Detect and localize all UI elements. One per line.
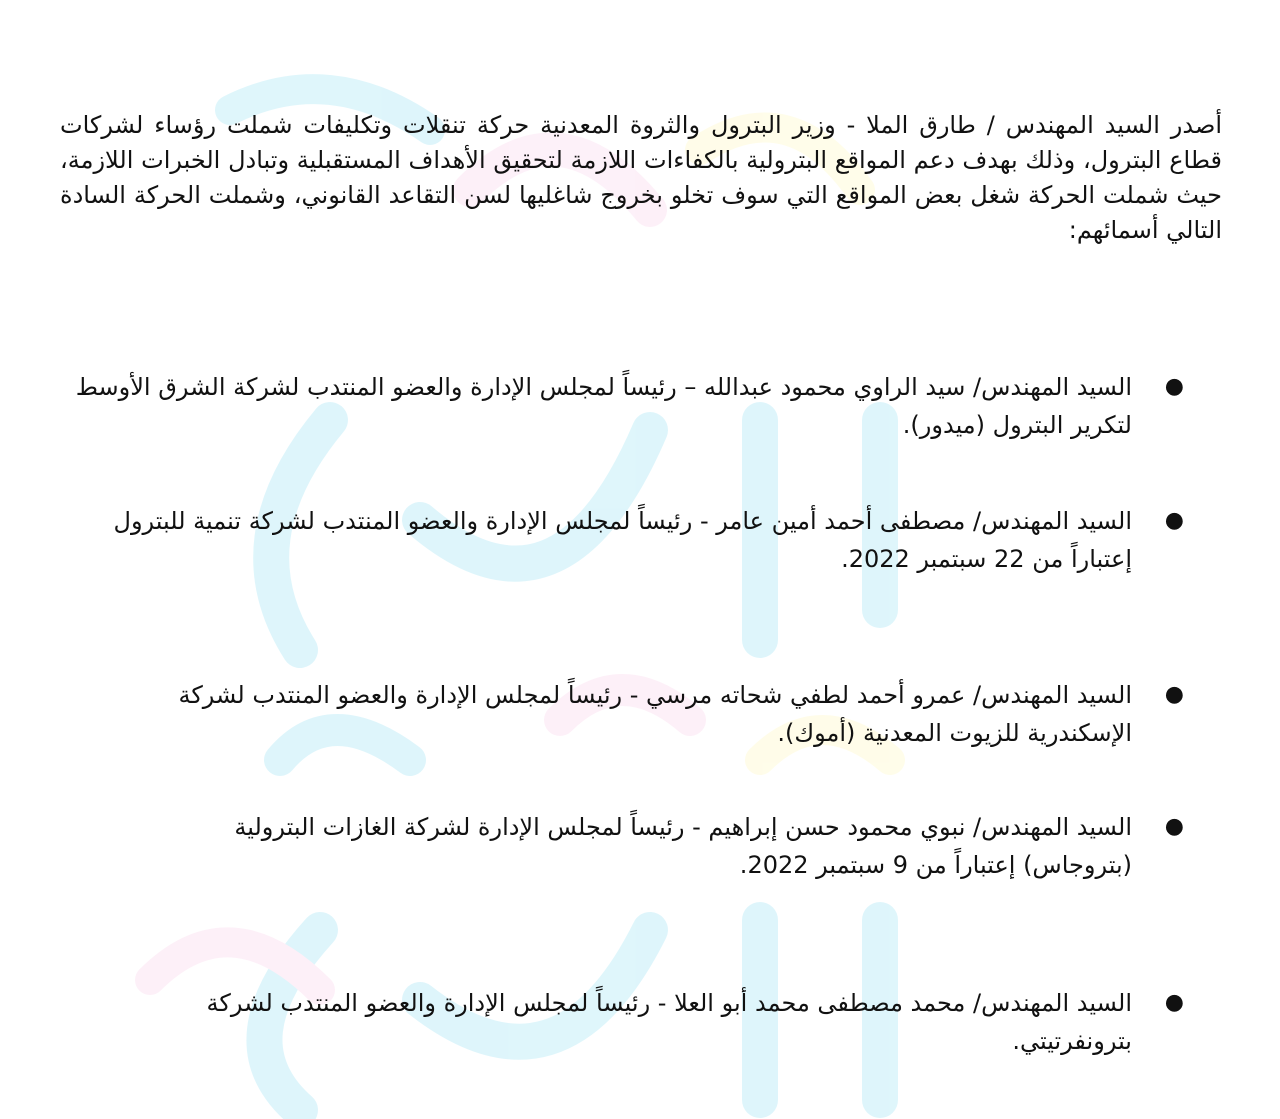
list-item-text: السيد المهندس/ مصطفى أحمد أمين عامر - رئيساً لمجلس الإدارة والعضو المنتدب لشركة تنمية للبترول إعتباراً من 22 سبتمبر 2022. — [113, 507, 1132, 573]
bullet-icon: ● — [1164, 682, 1184, 707]
bullet-icon: ● — [1164, 814, 1184, 839]
list-item — [102, 984, 1184, 1060]
document-body — [60, 108, 1222, 1055]
list-item — [90, 502, 1184, 578]
bullet-icon: ● — [1164, 374, 1184, 399]
intro-paragraph: أصدر السيد المهندس / طارق الملا - وزير البترول والثروة المعدنية حركة تنقلات وتكليفات شملت رؤساء لشركات قطاع البترول، وذلك بهدف دعم المواقع البترولية بالكفاءات اللازمة لتحقيق الأهداف المستقبلية وتبادل الخبرات اللازمة، حيث شملت الحركة شغل بعض المواقع التي سوف تخلو بخروج شاغليها لسن التقاعد القانوني، وشملت الحركة السادة التالي أسمائهم: — [60, 111, 1222, 244]
list-item-text: السيد المهندس/ عمرو أحمد لطفي شحاته مرسي - رئيساً لمجلس الإدارة والعضو المنتدب لشركة الإسكندرية للزيوت المعدنية (أموك). — [178, 681, 1132, 747]
list-item-text: السيد المهندس/ سيد الراوي محمود عبدالله – رئيساً لمجلس الإدارة والعضو المنتدب لشركة الشرق الأوسط لتكرير البترول (ميدور). — [75, 373, 1132, 439]
list-item — [142, 808, 1184, 884]
list-item — [70, 368, 1184, 444]
bullet-icon: ● — [1164, 508, 1184, 533]
list-item — [92, 676, 1184, 752]
bullet-icon: ● — [1164, 990, 1184, 1015]
list-item-text: السيد المهندس/ نبوي محمود حسن إبراهيم - رئيساً لمجلس الإدارة لشركة الغازات البترولية (بتروجاس) إعتباراً من 9 سبتمبر 2022. — [234, 813, 1132, 879]
list-item-text: السيد المهندس/ محمد مصطفى محمد أبو العلا - رئيساً لمجلس الإدارة والعضو المنتدب لشركة بترونفرتيتي. — [206, 989, 1132, 1055]
